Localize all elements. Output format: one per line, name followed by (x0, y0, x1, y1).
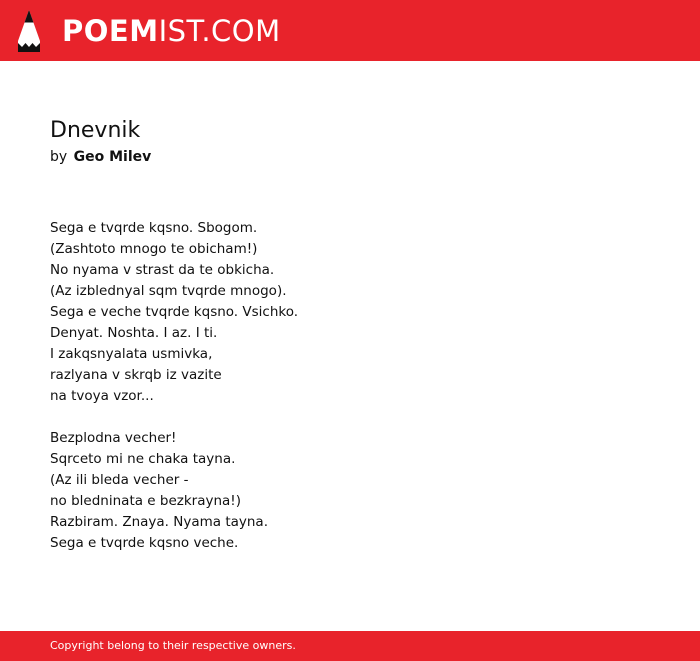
poem-line: No nyama v strast da te obkicha. (50, 262, 275, 278)
poem-line: na tvoya vzor... (50, 388, 154, 404)
logo-text-bold: POEM (62, 13, 159, 48)
poem-line: (Zashtoto mnogo te obicham!) (50, 241, 258, 257)
poem-line: Sega e tvqrde kqsno. Sbogom. (50, 220, 258, 236)
poem-stanza (50, 218, 670, 407)
poem-byline (50, 147, 670, 167)
site-footer (0, 631, 700, 661)
site-logo-link[interactable] (16, 8, 281, 54)
copyright-text: Copyright belong to their respective owners. (50, 639, 296, 652)
poem-line: Sqrceto mi ne chaka tayna. (50, 451, 236, 467)
poem-line: I zakqsnyalata usmivka, (50, 346, 213, 362)
poem-line: (Az ili bleda vecher - (50, 472, 189, 488)
pencil-icon (16, 9, 42, 53)
logo-text-light: IST.COM (158, 13, 281, 48)
poem-line: Sega e tvqrde kqsno veche. (50, 535, 239, 551)
poem-body (50, 218, 670, 554)
poem-stanza (50, 428, 670, 554)
poem-line: Sega e veche tvqrde kqsno. Vsichko. (50, 304, 299, 320)
poem-author: Geo Milev (73, 149, 152, 165)
poem-line: no bledninata e bezkrayna!) (50, 493, 241, 509)
by-label: by (50, 149, 68, 165)
poem-line: (Az izblednyal sqm tvqrde mnogo). (50, 283, 287, 299)
poem-line: razlyana v skrqb iz vazite (50, 367, 222, 383)
poem-line: Razbiram. Znaya. Nyama tayna. (50, 514, 268, 530)
logo-wordmark (62, 13, 281, 48)
poem-line: Bezplodna vecher! (50, 430, 177, 446)
poem-line: Denyat. Noshta. I az. I ti. (50, 325, 218, 341)
poem-content (50, 117, 670, 554)
poem-title: Dnevnik (50, 118, 141, 143)
site-header (0, 0, 700, 61)
